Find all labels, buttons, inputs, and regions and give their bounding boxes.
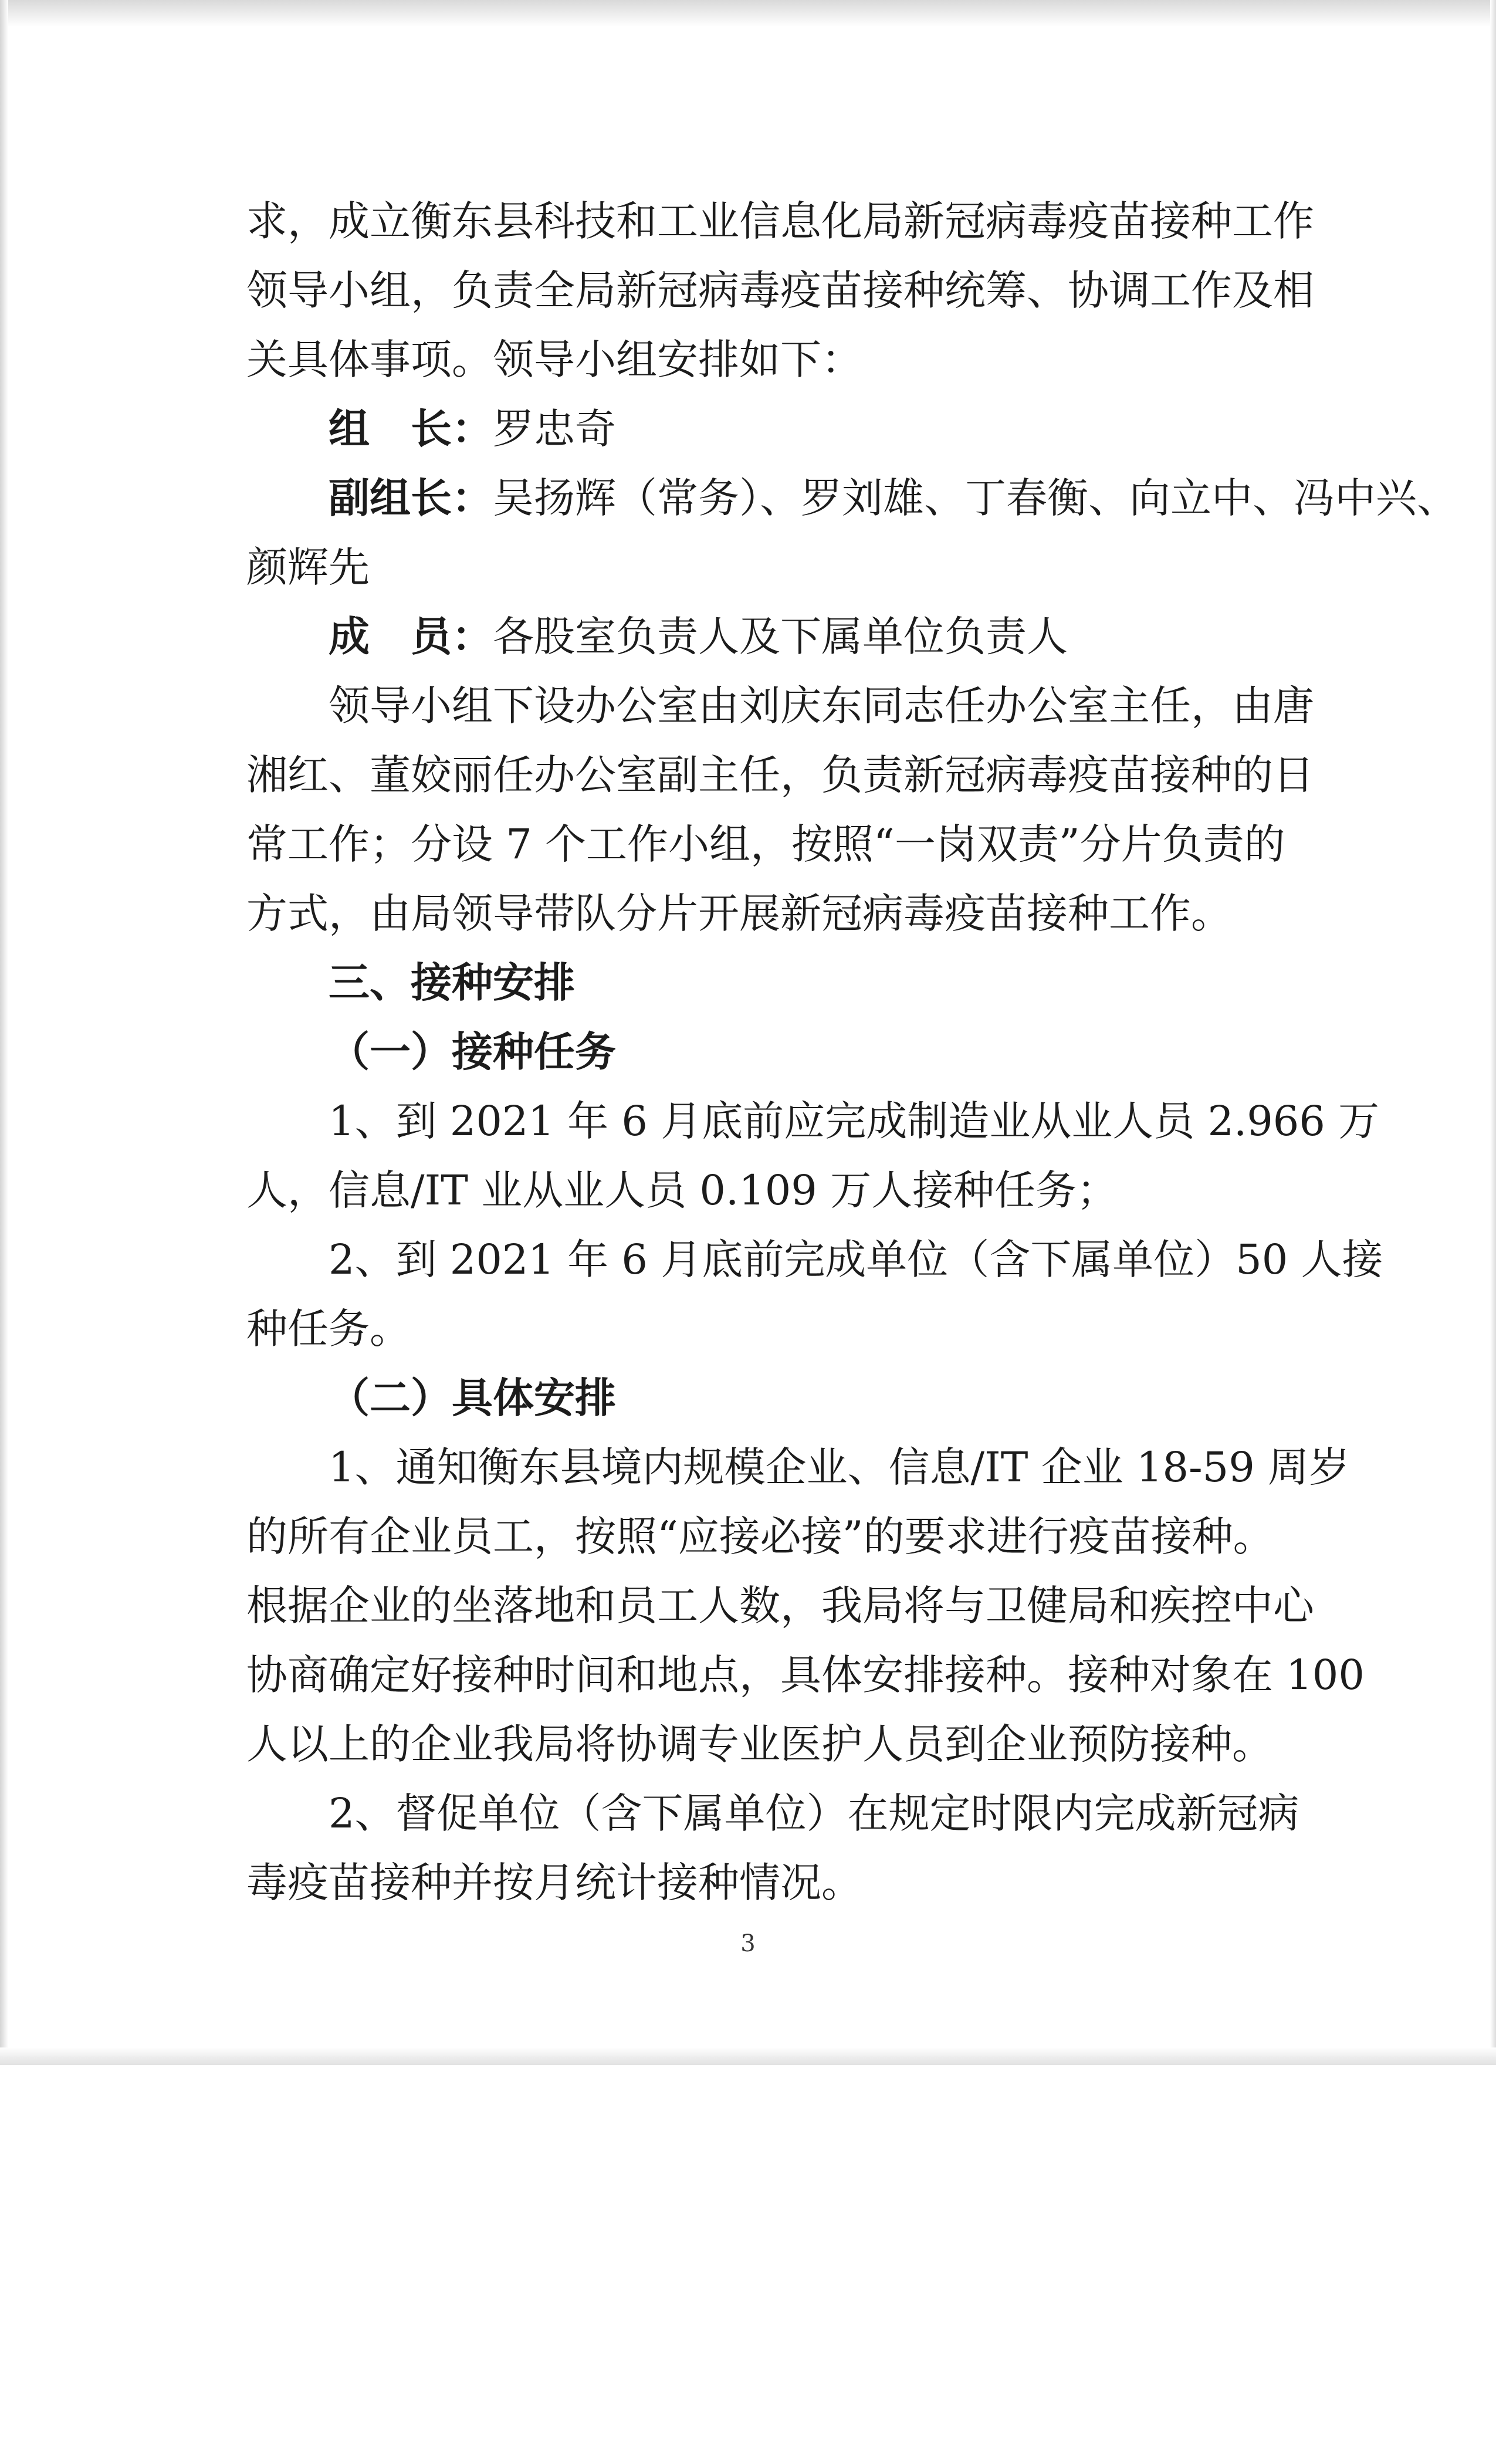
section-heading: 三、接种安排	[329, 958, 575, 1007]
subsection-heading: （二）具体安排	[329, 1373, 616, 1422]
deputy-line	[246, 463, 1458, 533]
subsection-heading: （一）接种任务	[329, 1027, 616, 1076]
office-line: 领导小组下设办公室由刘庆东同志任办公室主任，由唐	[329, 682, 1314, 730]
office-line: 方式，由局领导带队分片开展新冠病毒疫苗接种工作。	[246, 889, 1232, 937]
members-label: 成 员：	[329, 612, 493, 661]
paragraph-line: 求，成立衡东县科技和工业信息化局新冠病毒疫苗接种工作	[246, 197, 1314, 245]
blank-area	[0, 2065, 1496, 2464]
arrangement-line: 毒疫苗接种并按月统计接种情况。	[246, 1859, 862, 1907]
paragraph-line: 关具体事项。领导小组安排如下：	[246, 336, 862, 384]
office-line: 常工作；分设 7 个工作小组，按照“一岗双责”分片负责的	[246, 820, 1285, 868]
document-body	[246, 187, 1458, 1917]
arrangement-line: 人以上的企业我局将协调专业医护人员到企业预防接种。	[246, 1720, 1273, 1768]
task-line: 人，信息/IT 业从业人员 0.109 万人接种任务；	[246, 1166, 1118, 1214]
paragraph-line: 领导小组，负责全局新冠病毒疫苗接种统筹、协调工作及相	[246, 266, 1314, 314]
page-number: 3	[740, 1930, 756, 1957]
deputy-continuation: 颜辉先	[246, 543, 370, 591]
members-value: 各股室负责人及下属单位负责人	[493, 612, 1068, 661]
task-line: 1、到 2021 年 6 月底前应完成制造业从业人员 2.966 万	[329, 1097, 1380, 1145]
deputy-label: 副组长：	[329, 473, 493, 522]
leader-line	[246, 394, 1267, 463]
arrangement-line: 1、通知衡东县境内规模企业、信息/IT 企业 18-59 周岁	[329, 1443, 1351, 1491]
arrangement-line: 根据企业的坐落地和员工人数，我局将与卫健局和疾控中心	[246, 1582, 1314, 1630]
scan-edge-left	[0, 0, 8, 2065]
scan-edge-right	[1490, 0, 1496, 2065]
scan-edge-bottom	[0, 2047, 1496, 2065]
task-line: 2、到 2021 年 6 月底前完成单位（含下属单位）50 人接	[329, 1236, 1383, 1284]
arrangement-line: 2、督促单位（含下属单位）在规定时限内完成新冠病	[329, 1789, 1299, 1837]
arrangement-line: 的所有企业员工，按照“应接必接”的要求进行疫苗接种。	[246, 1512, 1274, 1561]
deputy-value: 吴扬辉（常务）、罗刘雄、丁春衡、向立中、冯中兴、	[493, 474, 1458, 522]
task-line: 种任务。	[246, 1305, 411, 1353]
members-line	[246, 602, 1267, 671]
leader-value: 罗忠奇	[493, 405, 616, 453]
scan-edge-top	[0, 0, 1496, 27]
office-line: 湘红、董姣丽任办公室副主任，负责新冠病毒疫苗接种的日	[246, 751, 1314, 799]
leader-label: 组 长：	[329, 404, 493, 453]
arrangement-line: 协商确定好接种时间和地点，具体安排接种。接种对象在 100	[246, 1651, 1365, 1699]
